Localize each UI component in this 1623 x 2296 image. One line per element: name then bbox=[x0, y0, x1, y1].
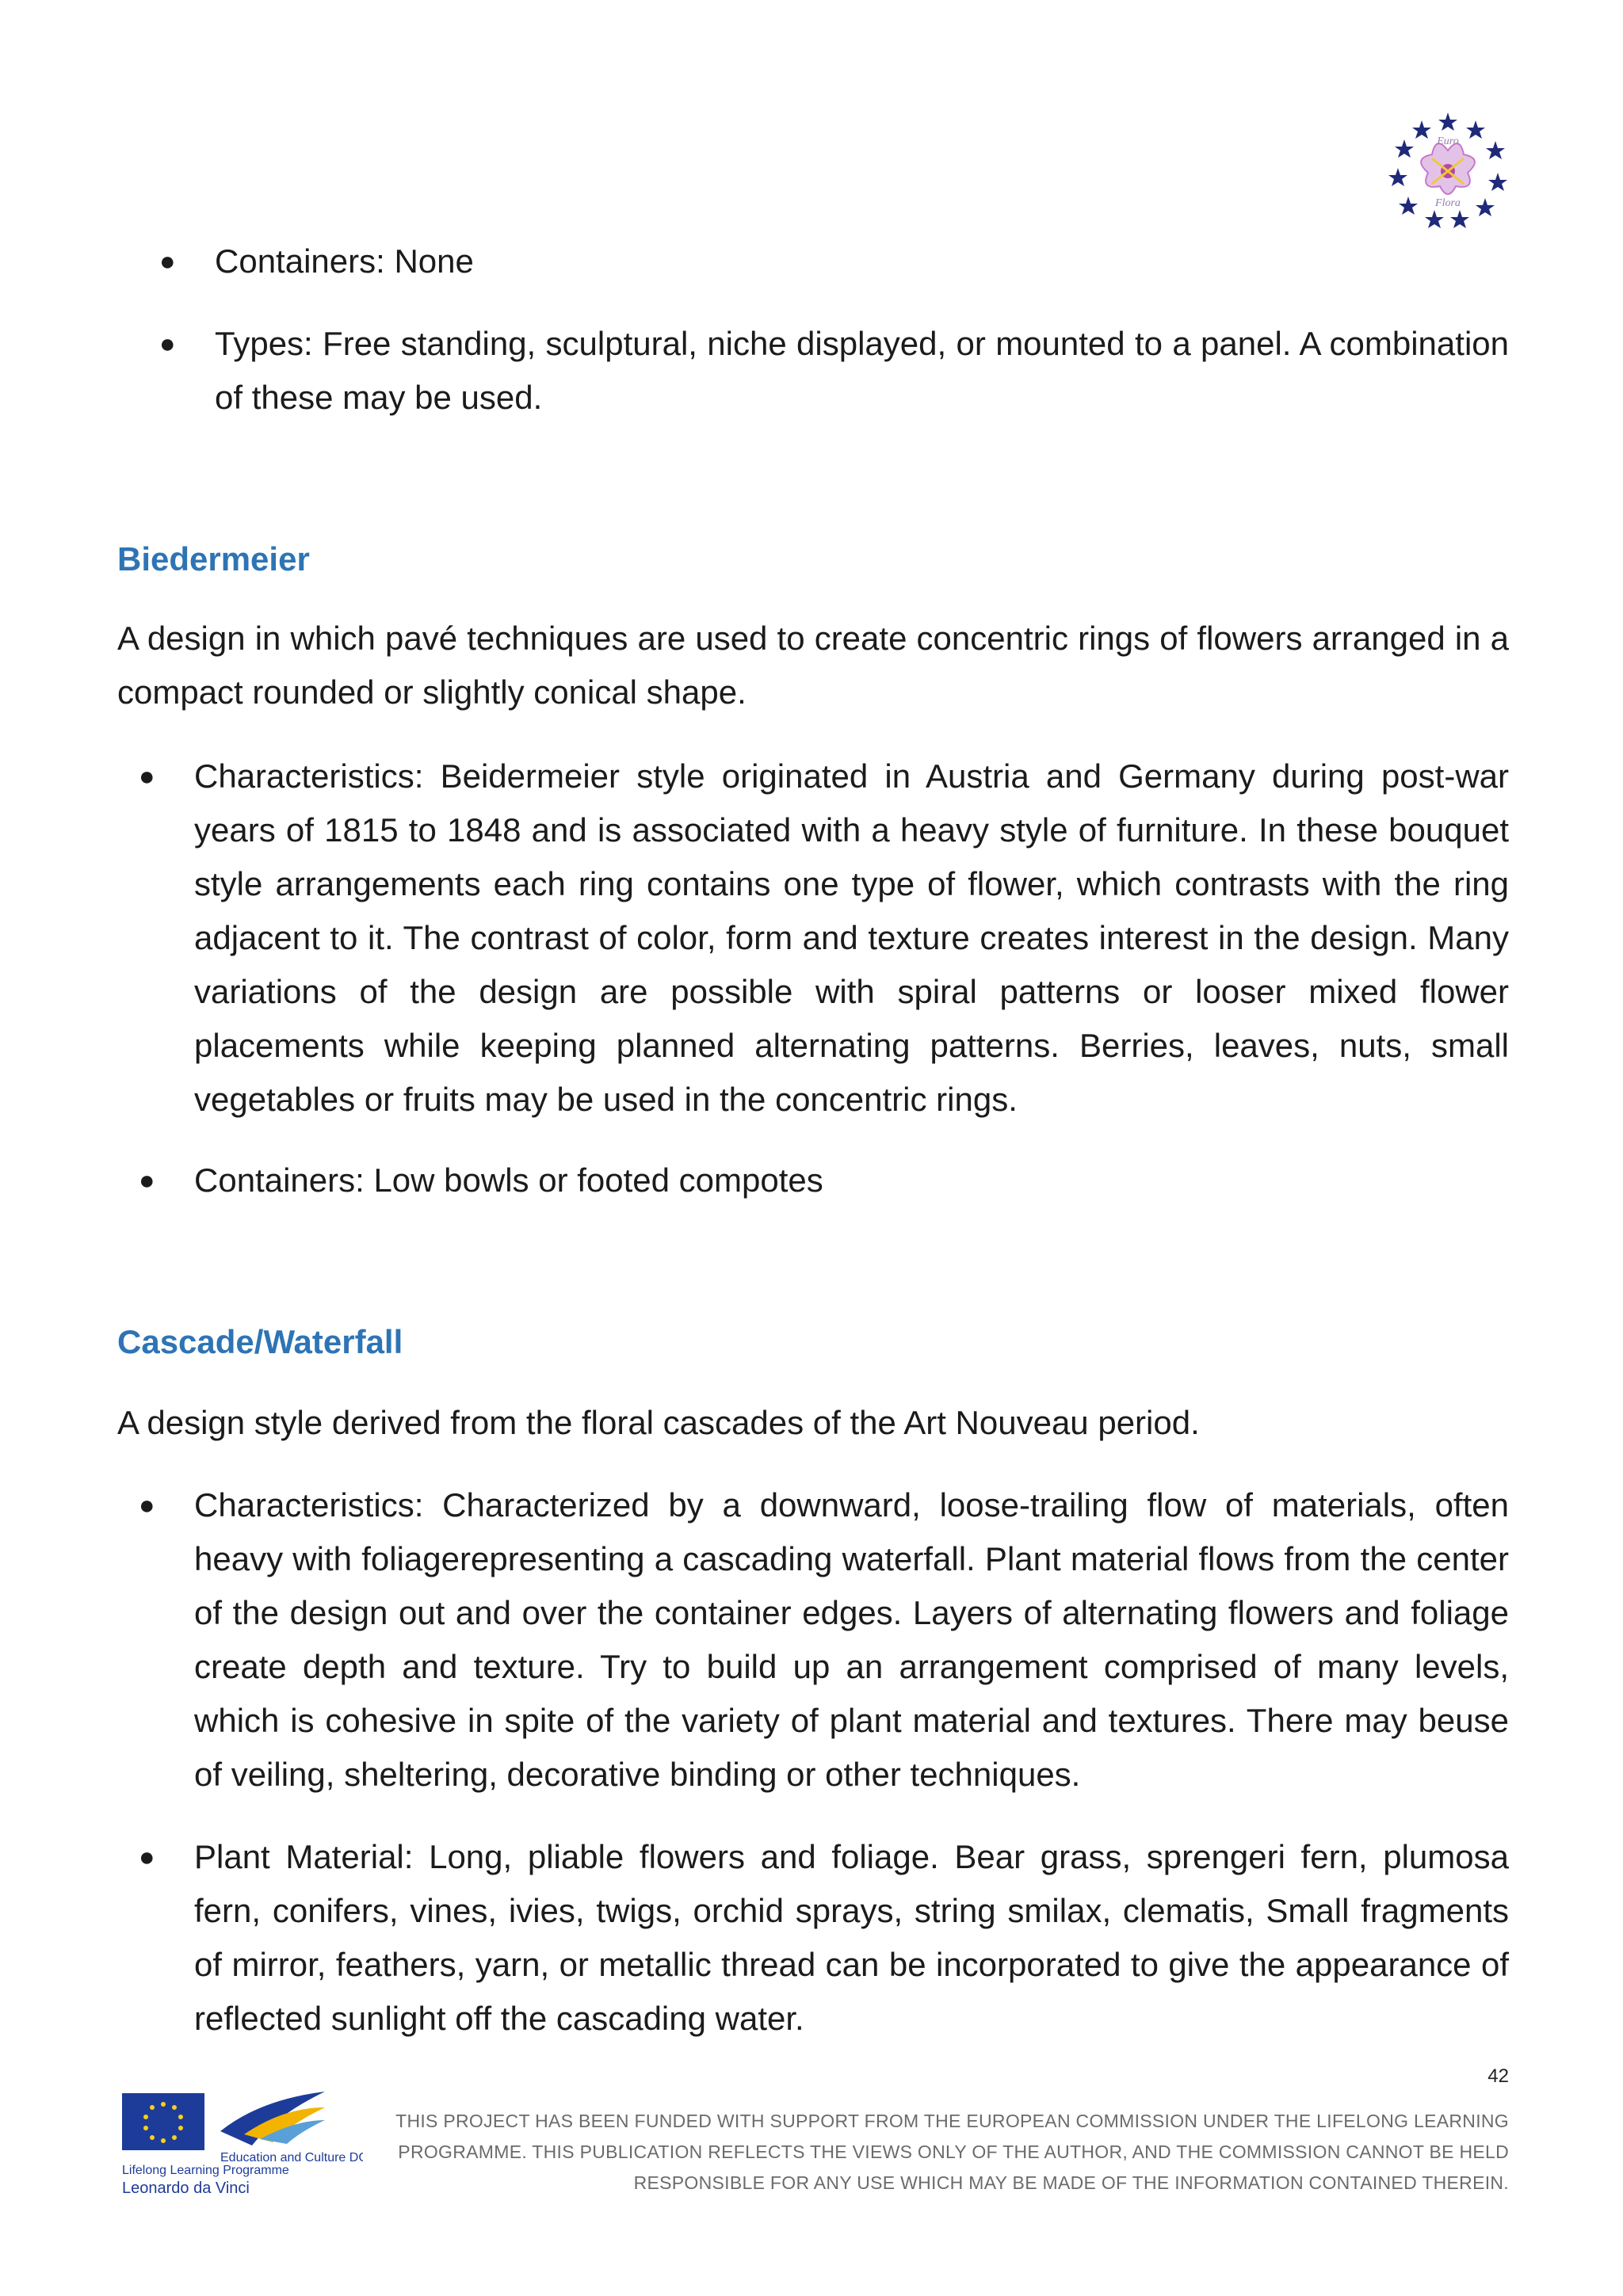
bullet-dot: ● bbox=[159, 329, 176, 359]
bullet-dot: ● bbox=[139, 1842, 155, 1872]
bullet-biedermeier-containers bbox=[139, 1154, 1509, 1207]
eu-lifelong-learning-logo bbox=[117, 2076, 363, 2203]
bullet-text: Containers: Low bowls or footed compotes bbox=[194, 1161, 823, 1199]
bullet-text: Plant Material: Long, pliable flowers and foliage. Bear grass, sprengeri fern, plumosa fern, conifers, vines, ivies, twigs, orchid sprays, string smilax, clematis, Small fragments of mirror, feathers, yarn, or metallic thread can be incorporated to give the appearance of reflected sunlight off the cascading water. bbox=[194, 1838, 1509, 2037]
bullet-dot: ● bbox=[139, 1165, 155, 1196]
section-description-cascade: A design style derived from the floral cascades of the Art Nouveau period. bbox=[117, 1404, 1200, 1441]
bullet-dot: ● bbox=[139, 761, 155, 791]
bullet-types bbox=[159, 317, 1509, 425]
bullet-text: Characteristics: Characterized by a downward, loose-trailing flow of materials, often heavy with foliagerepresenting a cascading waterfall. Plant material flows from the center of the design out and over the container edges. Layers of alternating flowers and foliage create depth and texture. Try to build up an arrangement comprised of many levels, which is cohesive in spite of the variety of plant material and textures. There may beuse of veiling, sheltering, decorative binding or other techniques. bbox=[194, 1486, 1509, 1793]
bullet-text: Characteristics: Beidermeier style originated in Austria and Germany during post-war years of 1815 to 1848 and is associated with a heavy style of furniture. In these bouquet style arrangements each ring contains one type of flower, which contrasts with the ring adjacent to it. The contrast of color, form and texture creates interest in the design. Many variations of the design are possible with spiral patterns or looser mixed flower placements while keeping planned alternating patterns. Berries, leaves, nuts, small vegetables or fruits may be used in the concentric rings. bbox=[194, 757, 1509, 1118]
section-heading-biedermeier: Biedermeier bbox=[117, 540, 310, 578]
section-heading-cascade: Cascade/Waterfall bbox=[117, 1323, 403, 1360]
bullet-text: Containers: None bbox=[215, 242, 474, 280]
euroflora-logo bbox=[1388, 111, 1507, 230]
funding-disclaimer: THIS PROJECT HAS BEEN FUNDED WITH SUPPORT FROM THE EUROPEAN COMMISSION UNDER THE LIFELONG LEARNING PROGRAMME. THIS PUBLICATION REFLECTS THE VIEWS ONLY OF THE AUTHOR, AND THE COMMISSION CANNOT BE HELD RESPONSIBLE FOR ANY USE WHICH MAY BE MADE OF THE INFORMATION CONTAINED THEREIN. bbox=[395, 2111, 1509, 2193]
programme-label: Lifelong Learning Programme bbox=[122, 2164, 289, 2177]
bullet-dot: ● bbox=[159, 246, 176, 277]
programme-name: Leonardo da Vinci bbox=[122, 2180, 250, 2197]
bullet-containers-none bbox=[159, 235, 1509, 288]
bullet-dot: ● bbox=[139, 1490, 155, 1520]
logo-text-euro: Euro bbox=[1437, 135, 1459, 147]
bullet-cascade-plant-material bbox=[139, 1830, 1509, 2046]
bullet-biedermeier-characteristics bbox=[139, 749, 1509, 1127]
flower-icon bbox=[1421, 143, 1475, 194]
eu-caption: Education and Culture DG bbox=[220, 2151, 363, 2164]
bullet-cascade-characteristics bbox=[139, 1478, 1509, 1802]
page-number: 42 bbox=[1487, 2065, 1509, 2087]
logo-text-flora: Flora bbox=[1435, 197, 1461, 209]
section-description-biedermeier: A design in which pavé techniques are used to create concentric rings of flowers arranged in a compact rounded or slightly conical shape. bbox=[117, 620, 1509, 711]
bullet-text: Types: Free standing, sculptural, niche displayed, or mounted to a panel. A combination of these may be used. bbox=[215, 325, 1509, 416]
